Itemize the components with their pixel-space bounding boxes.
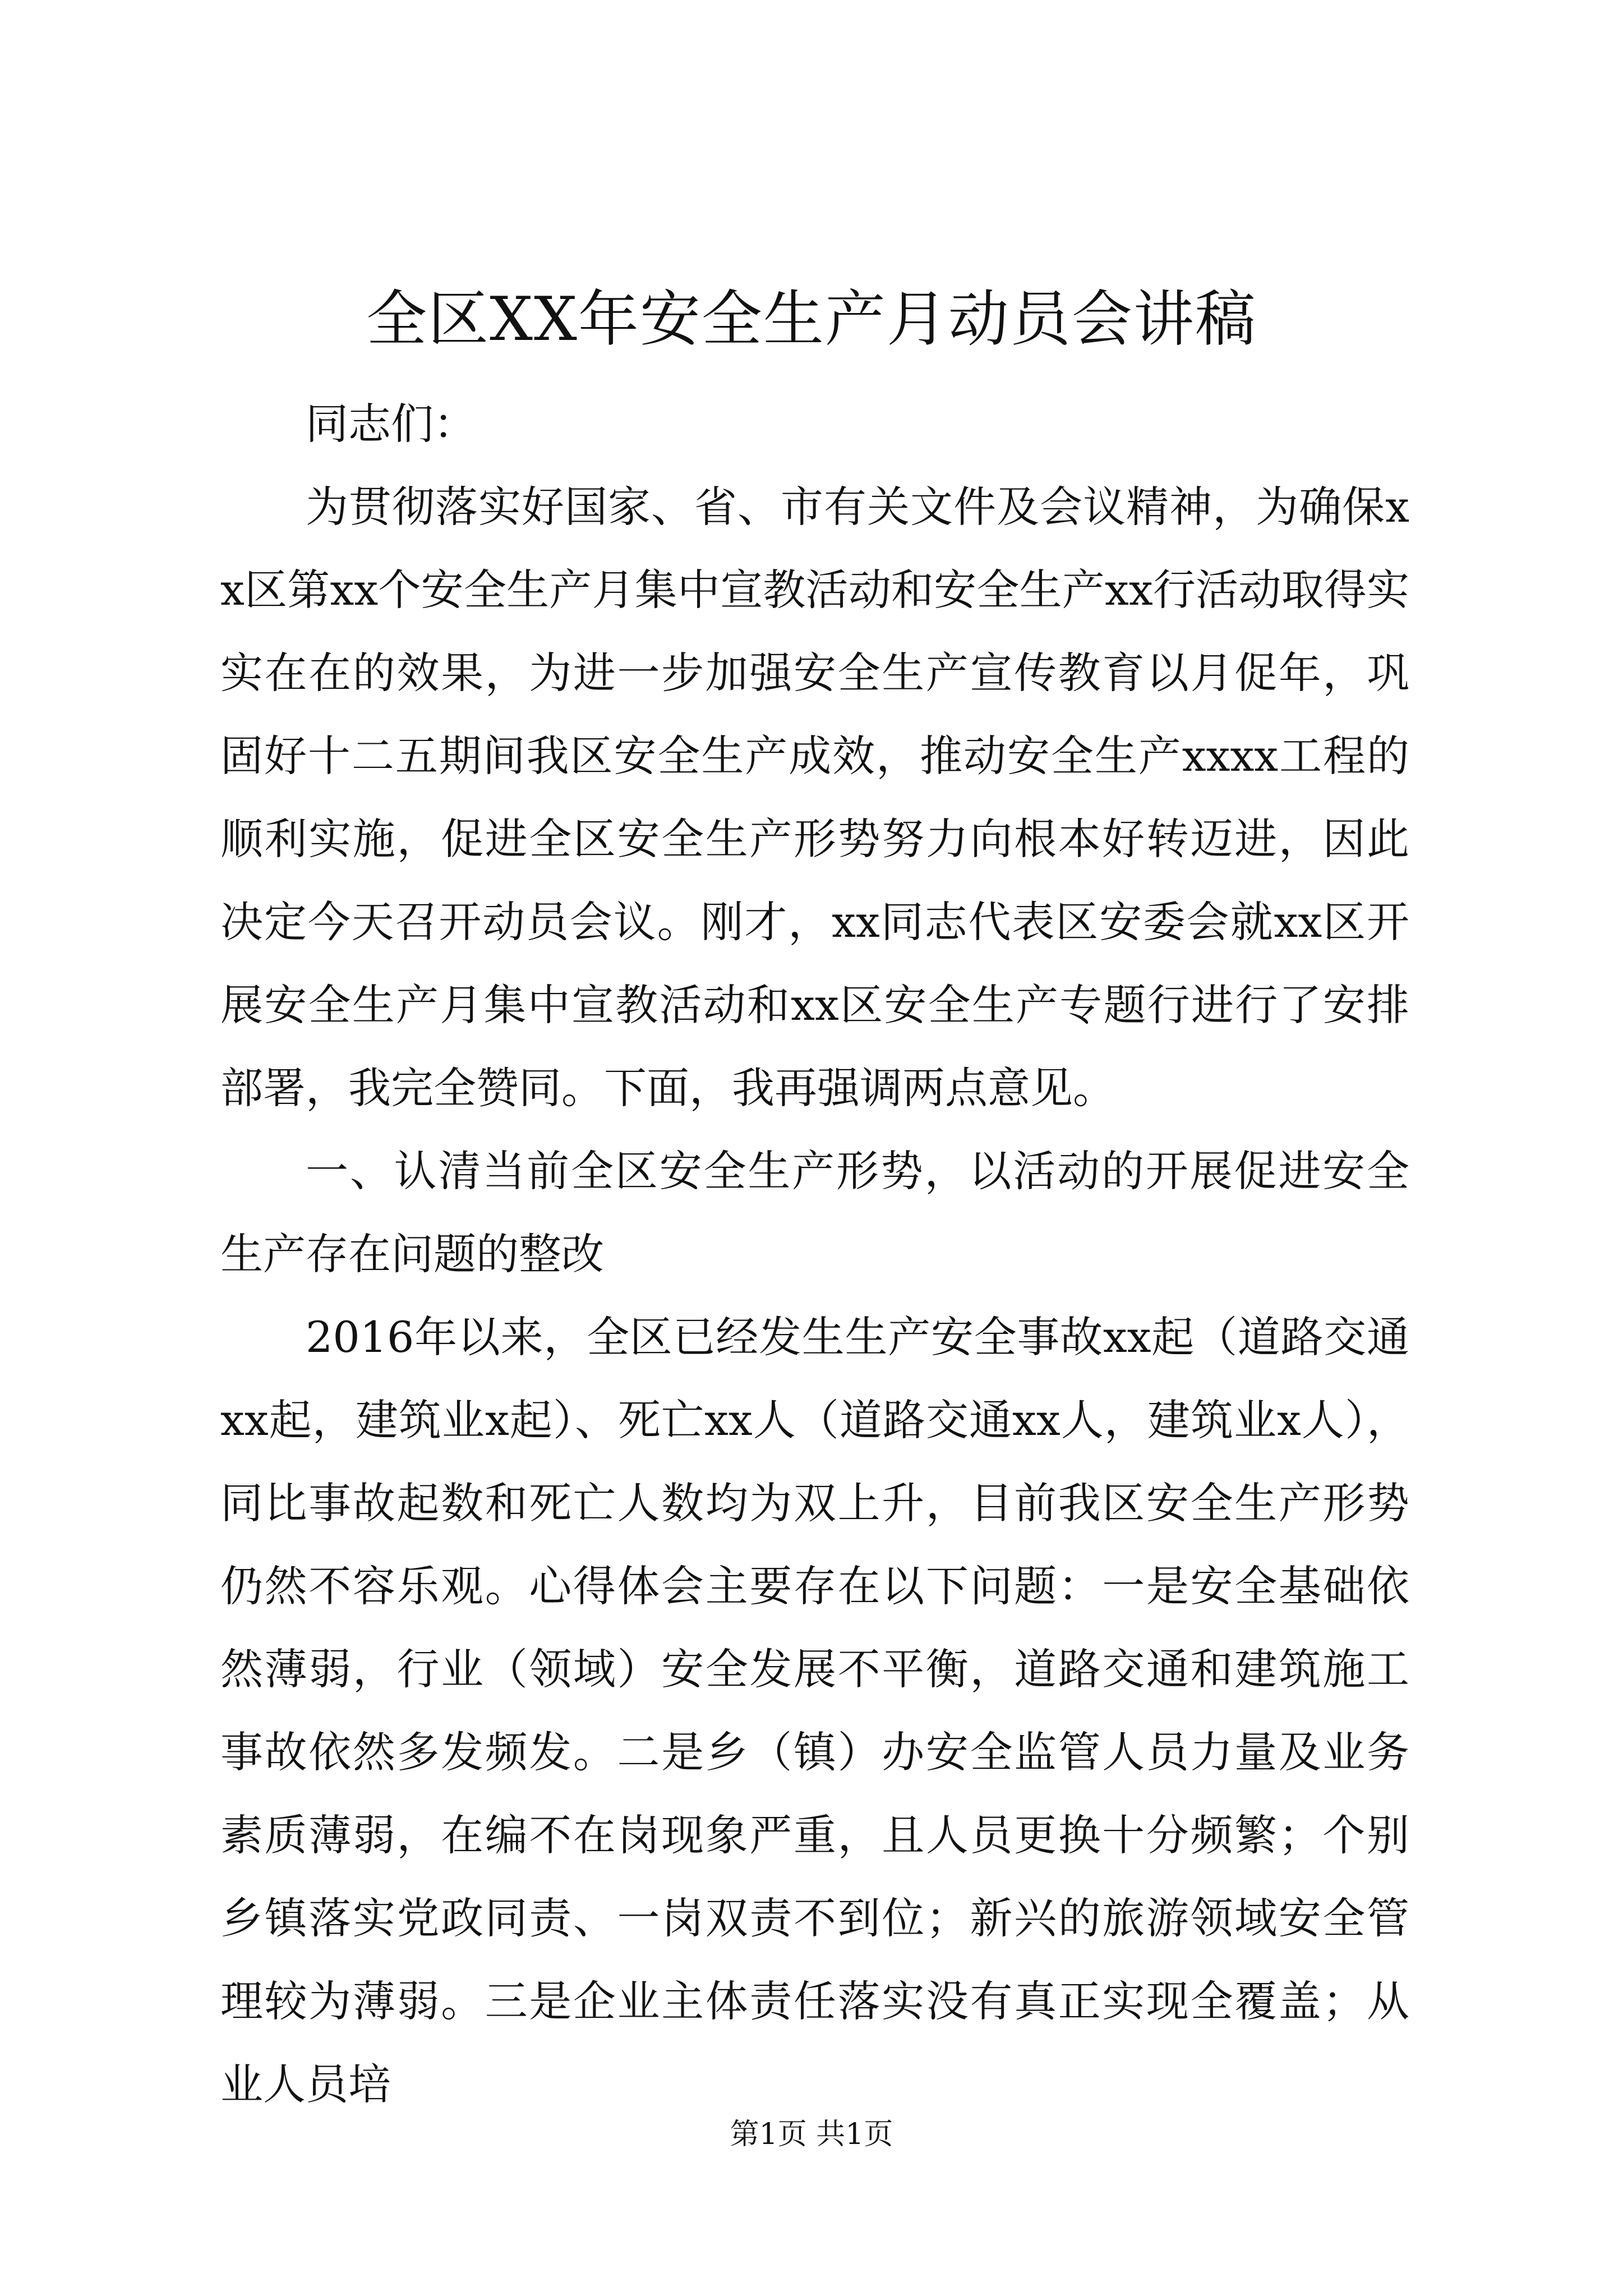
section-heading-1: 一、认清当前全区安全生产形势，以活动的开展促进安全生产存在问题的整改 bbox=[220, 1146, 1409, 1279]
document-title: 全区XX年安全生产月动员会讲稿 bbox=[366, 284, 1257, 355]
paragraph-intro: 为贯彻落实好国家、省、市有关文件及会议精神，为确保xx区第xx个安全生产月集中宣教活动和安全生产xx行活动取得实实在在的效果，为进一步加强安全生产宣传教育以月促年，巩固好十二五期间我区安全生产成效，推动安全生产xxxx工程的顺利实施，促进全区安全生产形势努力向根本好转迈进，因此决定今天召开动员会议。刚才，xx同志代表区安委会就xx区开展安全生产月集中宣教活动和xx区安全生产专题行进行了安排部署，我完全赞同。下面，我再强调两点意见。 bbox=[220, 482, 1409, 1113]
page-footer: 第1页 共1页 bbox=[730, 2118, 893, 2151]
salutation: 同志们： bbox=[306, 399, 476, 449]
paragraph-situation: 2016年以来，全区已经发生生产安全事故xx起（道路交通xx起，建筑业x起）、死亡xx人（道路交通xx人，建筑业x人），同比事故起数和死亡人数均为双上升，目前我区安全生产形势仍然不容乐观。心得体会主要存在以下问题：一是安全基础依然薄弱，行业（领域）安全发展不平衡，道路交通和建筑施工事故依然多发频发。二是乡（镇）办安全监管人员力量及业务素质薄弱，在编不在岗现象严重，且人员更换十分频繁；个别乡镇落实党政同责、一岗双责不到位；新兴的旅游领域安全管理较为薄弱。三是企业主体责任落实没有真正实现全覆盖；从业人员培 bbox=[220, 1312, 1409, 2109]
document-body bbox=[220, 383, 1409, 2126]
